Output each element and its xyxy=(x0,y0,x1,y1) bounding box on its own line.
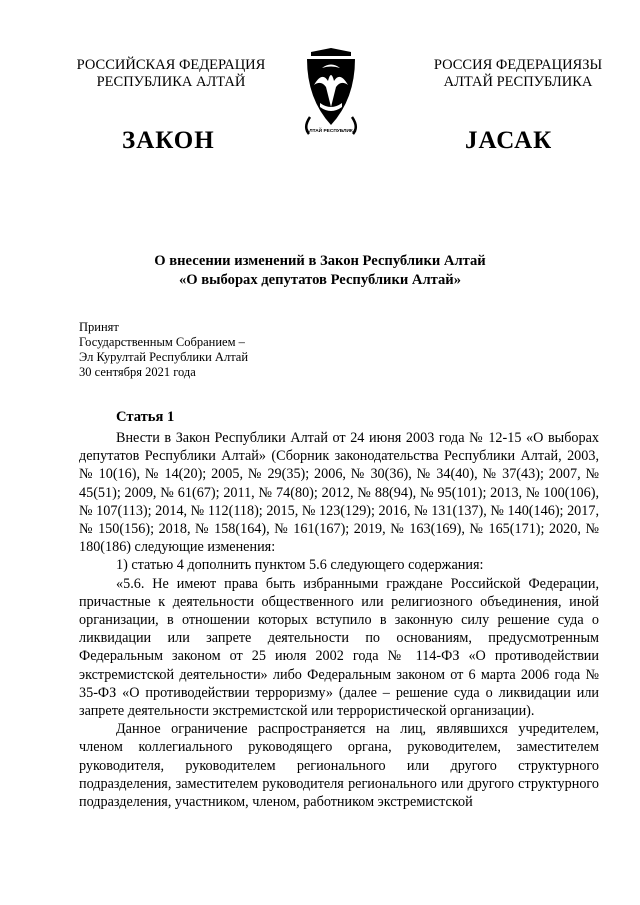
header-right xyxy=(418,57,618,91)
header-right-republic: АЛТАЙ РЕСПУБЛИКА xyxy=(443,74,593,90)
republic-emblem-icon xyxy=(298,45,364,137)
document-title xyxy=(80,252,560,290)
adoption-block xyxy=(79,320,248,380)
header-left-republic: РЕСПУБЛИКА АЛТАЙ xyxy=(96,74,246,90)
article-paragraph: Данное ограничение распространяется на лиц, являвшихся учредителем, членом коллегиального руководящего органа, руководителем, заместителем руководителя, руководителем регионального или другого структурного подразделения, заместителем руководителя регионального или другого структурного подразделения, участником, членом, работником экстремистской xyxy=(79,721,599,811)
article-paragraph: Внести в Закон Республики Алтай от 24 июня 2003 года № 12-15 «О выборах депутатов Республики Алтай» (Сборник законодательства Республики Алтай, 2003, № 10(16), № 14(20); 2005, № 29(35); 2006, № 30(36), № 34(40), № 37(43); 2007, № 45(51); 2009, № 61(67); 2011, № 74(80); 2012, № 88(94), № 95(101); 2013, № 100(106), № 107(113); 2014, № 112(118); 2015, № 123(129); 2016, № 131(137), № 140(146); 2017, № 150(156); 2018, № 158(164), № 161(167); 2019, № 163(169), № 165(171); 2020, № 180(186) следующие изменения: xyxy=(79,430,599,556)
article-heading: Статья 1 xyxy=(116,409,175,425)
emblem-text: АЛТАЙ РЕСПУБЛИКА xyxy=(305,129,357,134)
header-right-country: РОССИЯ ФЕДЕРАЦИЯЗЫ xyxy=(433,57,603,73)
document-title-line2: «О выборах депутатов Республики Алтай» xyxy=(178,272,462,288)
law-title-altai: JАСАК xyxy=(465,127,553,154)
header-left xyxy=(60,57,282,91)
article-paragraph: 1) статью 4 дополнить пунктом 5.6 следующего содержания: xyxy=(116,557,484,574)
adoption-date: 30 сентября 2021 года xyxy=(79,365,196,379)
article-body xyxy=(79,429,599,811)
article-paragraph: «5.6. Не имеют права быть избранными граждане Российской Федерации, причастные к деятельности общественного или религиозного объединения, иной организации, в отношении которых вступило в законную силу решение суда о ликвидации или запрете деятельности по основаниям, предусмотренным Федеральным законом от 25 июля 2002 года № 114-ФЗ «О противодействии экстремистской деятельности» либо Федеральным законом от 6 марта 2006 года № 35-ФЗ «О противодействии терроризму» (далее – решение суда о ликвидации или запрете деятельности экстремистской или террористической организации). xyxy=(79,575,599,720)
law-title-russian: ЗАКОН xyxy=(122,127,215,154)
document-title-line1: О внесении изменений в Закон Республики Алтай xyxy=(154,253,486,269)
adoption-line: Эл Курултай Республики Алтай xyxy=(79,350,249,364)
header-left-country: РОССИЙСКАЯ ФЕДЕРАЦИЯ xyxy=(76,57,266,73)
adoption-line: Принят xyxy=(79,320,119,334)
adoption-line: Государственным Собранием – xyxy=(79,335,245,349)
